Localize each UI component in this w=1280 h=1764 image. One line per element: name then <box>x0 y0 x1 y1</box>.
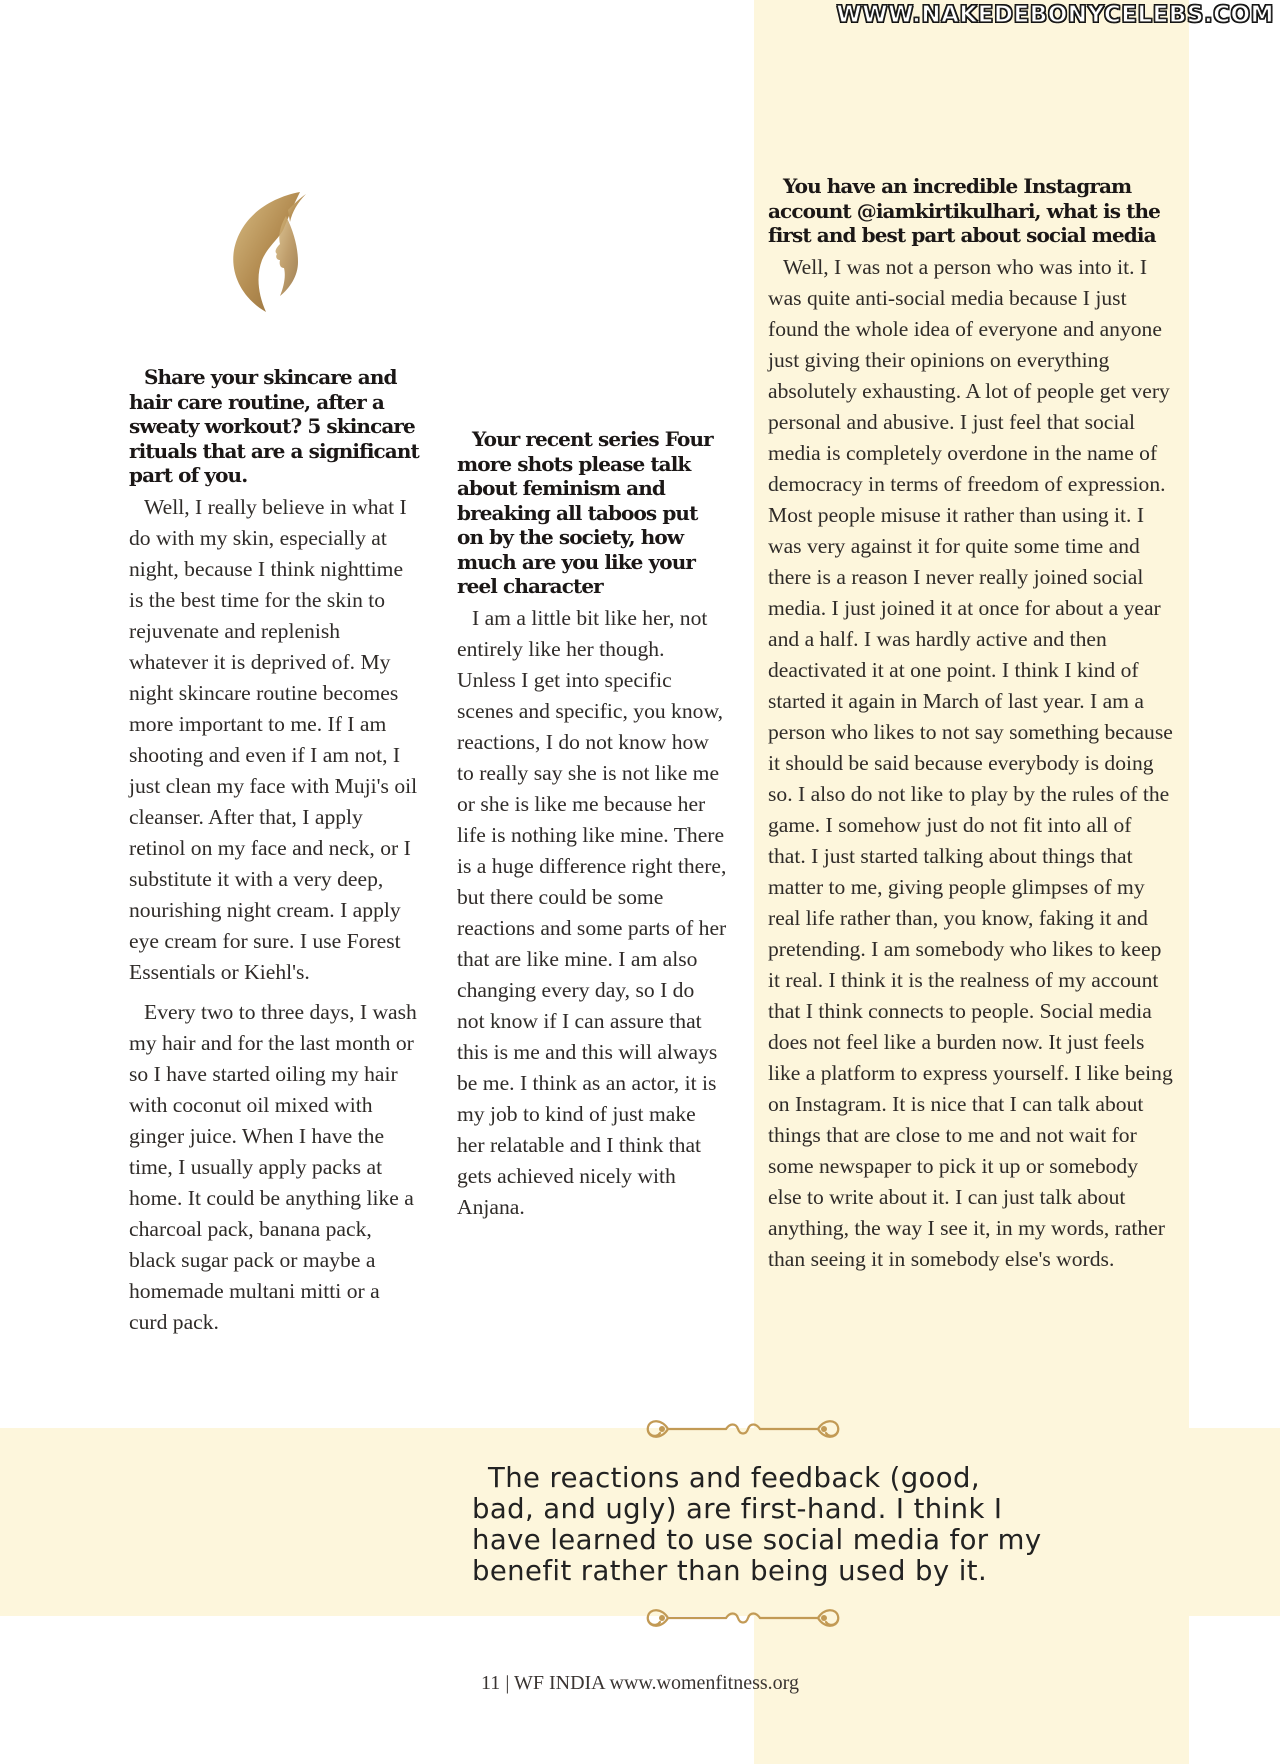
column-series <box>457 427 727 1223</box>
answer-paragraph: I am a little bit like her, not entirely like her though. Unless I get into specific scenes and specific, you know, reactions, I do not know how to really say she is not like me or she is like me because her life is nothing like mine. There is a huge difference right there, but there could be some reactions and some parts of her that are like mine. I am also changing every day, so I do not know if I can assure that this is me and this will always be me. I think as an actor, it is my job to kind of just make her relatable and I think that gets achieved nicely with Anjana. <box>457 605 727 1219</box>
scroll-divider-icon <box>634 1411 852 1447</box>
magazine-name: WF INDIA <box>513 1672 605 1694</box>
scroll-divider-icon <box>634 1600 852 1636</box>
pull-quote-line: have learned to use social media for my <box>472 1524 1042 1556</box>
woman-silhouette-icon <box>228 190 310 314</box>
column-skincare <box>129 365 419 1338</box>
watermark: WWW.NAKEDEBONYCELEBS.COM <box>836 2 1274 28</box>
footer-separator: | <box>505 1672 510 1694</box>
answer-paragraph: Well, I was not a person who was into it. I was quite anti-social media because I just found the whole idea of everyone and anyone just giving their opinions on everything absolutely exhausting. A lot of people get very personal and abusive. I just feel that social media is completely overdone in the name of democracy in terms of freedom of expression. Most people misuse it rather than using it. I was very against it for quite some time and there is a reason I never really joined social media. I just joined it at once for about a year and a half. I was hardly active and then deactivated it at one point. I think I kind of started it again in March of last year. I am a person who likes to not say something because it should be said because everybody is doing so. I also do not like to play by the rules of the game. I somehow just do not fit into all of that. I just started talking about things that matter to me, giving people glimpses of my real life rather than, you know, faking it and pretending. I am somebody who likes to keep it real. I think it is the realness of my account that I think connects to people. Social media does not feel like a burden now. It just feels like a platform to express yourself. I like being on Instagram. It is nice that I can talk about things that are close to me and not wait for some newspaper to pick it up or somebody else to write about it. I can just talk about anything, the way I see it, in my words, rather than seeing it in somebody else's words. <box>768 254 1173 1271</box>
pull-quote <box>472 1463 1112 1587</box>
question-heading: Share your skincare and hair care routine, after a sweaty workout? 5 skincare rituals that are a significant part of you. <box>129 365 419 487</box>
pull-quote-line: benefit rather than being used by it. <box>472 1555 988 1587</box>
page-number: 11 <box>481 1672 501 1694</box>
website-link[interactable]: www.womenfitness.org <box>609 1672 799 1694</box>
pull-quote-line: bad, and ugly) are first-hand. I think I <box>472 1493 1003 1525</box>
pull-quote-line: The reactions and feedback (good, <box>488 1462 981 1494</box>
answer-paragraph: Every two to three days, I wash my hair and for the last month or so I have started oiling my hair with coconut oil mixed with ginger juice. When I have the time, I usually apply packs at home. It could be anything like a charcoal pack, banana pack, black sugar pack or maybe a homemade multani mitti or a curd pack. <box>129 999 417 1334</box>
answer-paragraph: Well, I really believe in what I do with my skin, especially at night, because I think nighttime is the best time for the skin to rejuvenate and replenish whatever it is deprived of. My night skincare routine becomes more important to me. If I am shooting and even if I am not, I just clean my face with Muji's oil cleanser. After that, I apply retinol on my face and neck, or I substitute it with a very deep, nourishing night cream. I apply eye cream for sure. I use Forest Essentials or Kiehl's. <box>129 494 418 984</box>
page-footer <box>0 1672 1280 1695</box>
question-heading: You have an incredible Instagram account @iamkirtikulhari, what is the first and best part about social media <box>768 174 1160 247</box>
question-heading: Your recent series Four more shots please talk about feminism and breaking all taboos put on by the society, how much are you like your reel character <box>457 427 713 598</box>
column-instagram <box>768 174 1173 1275</box>
